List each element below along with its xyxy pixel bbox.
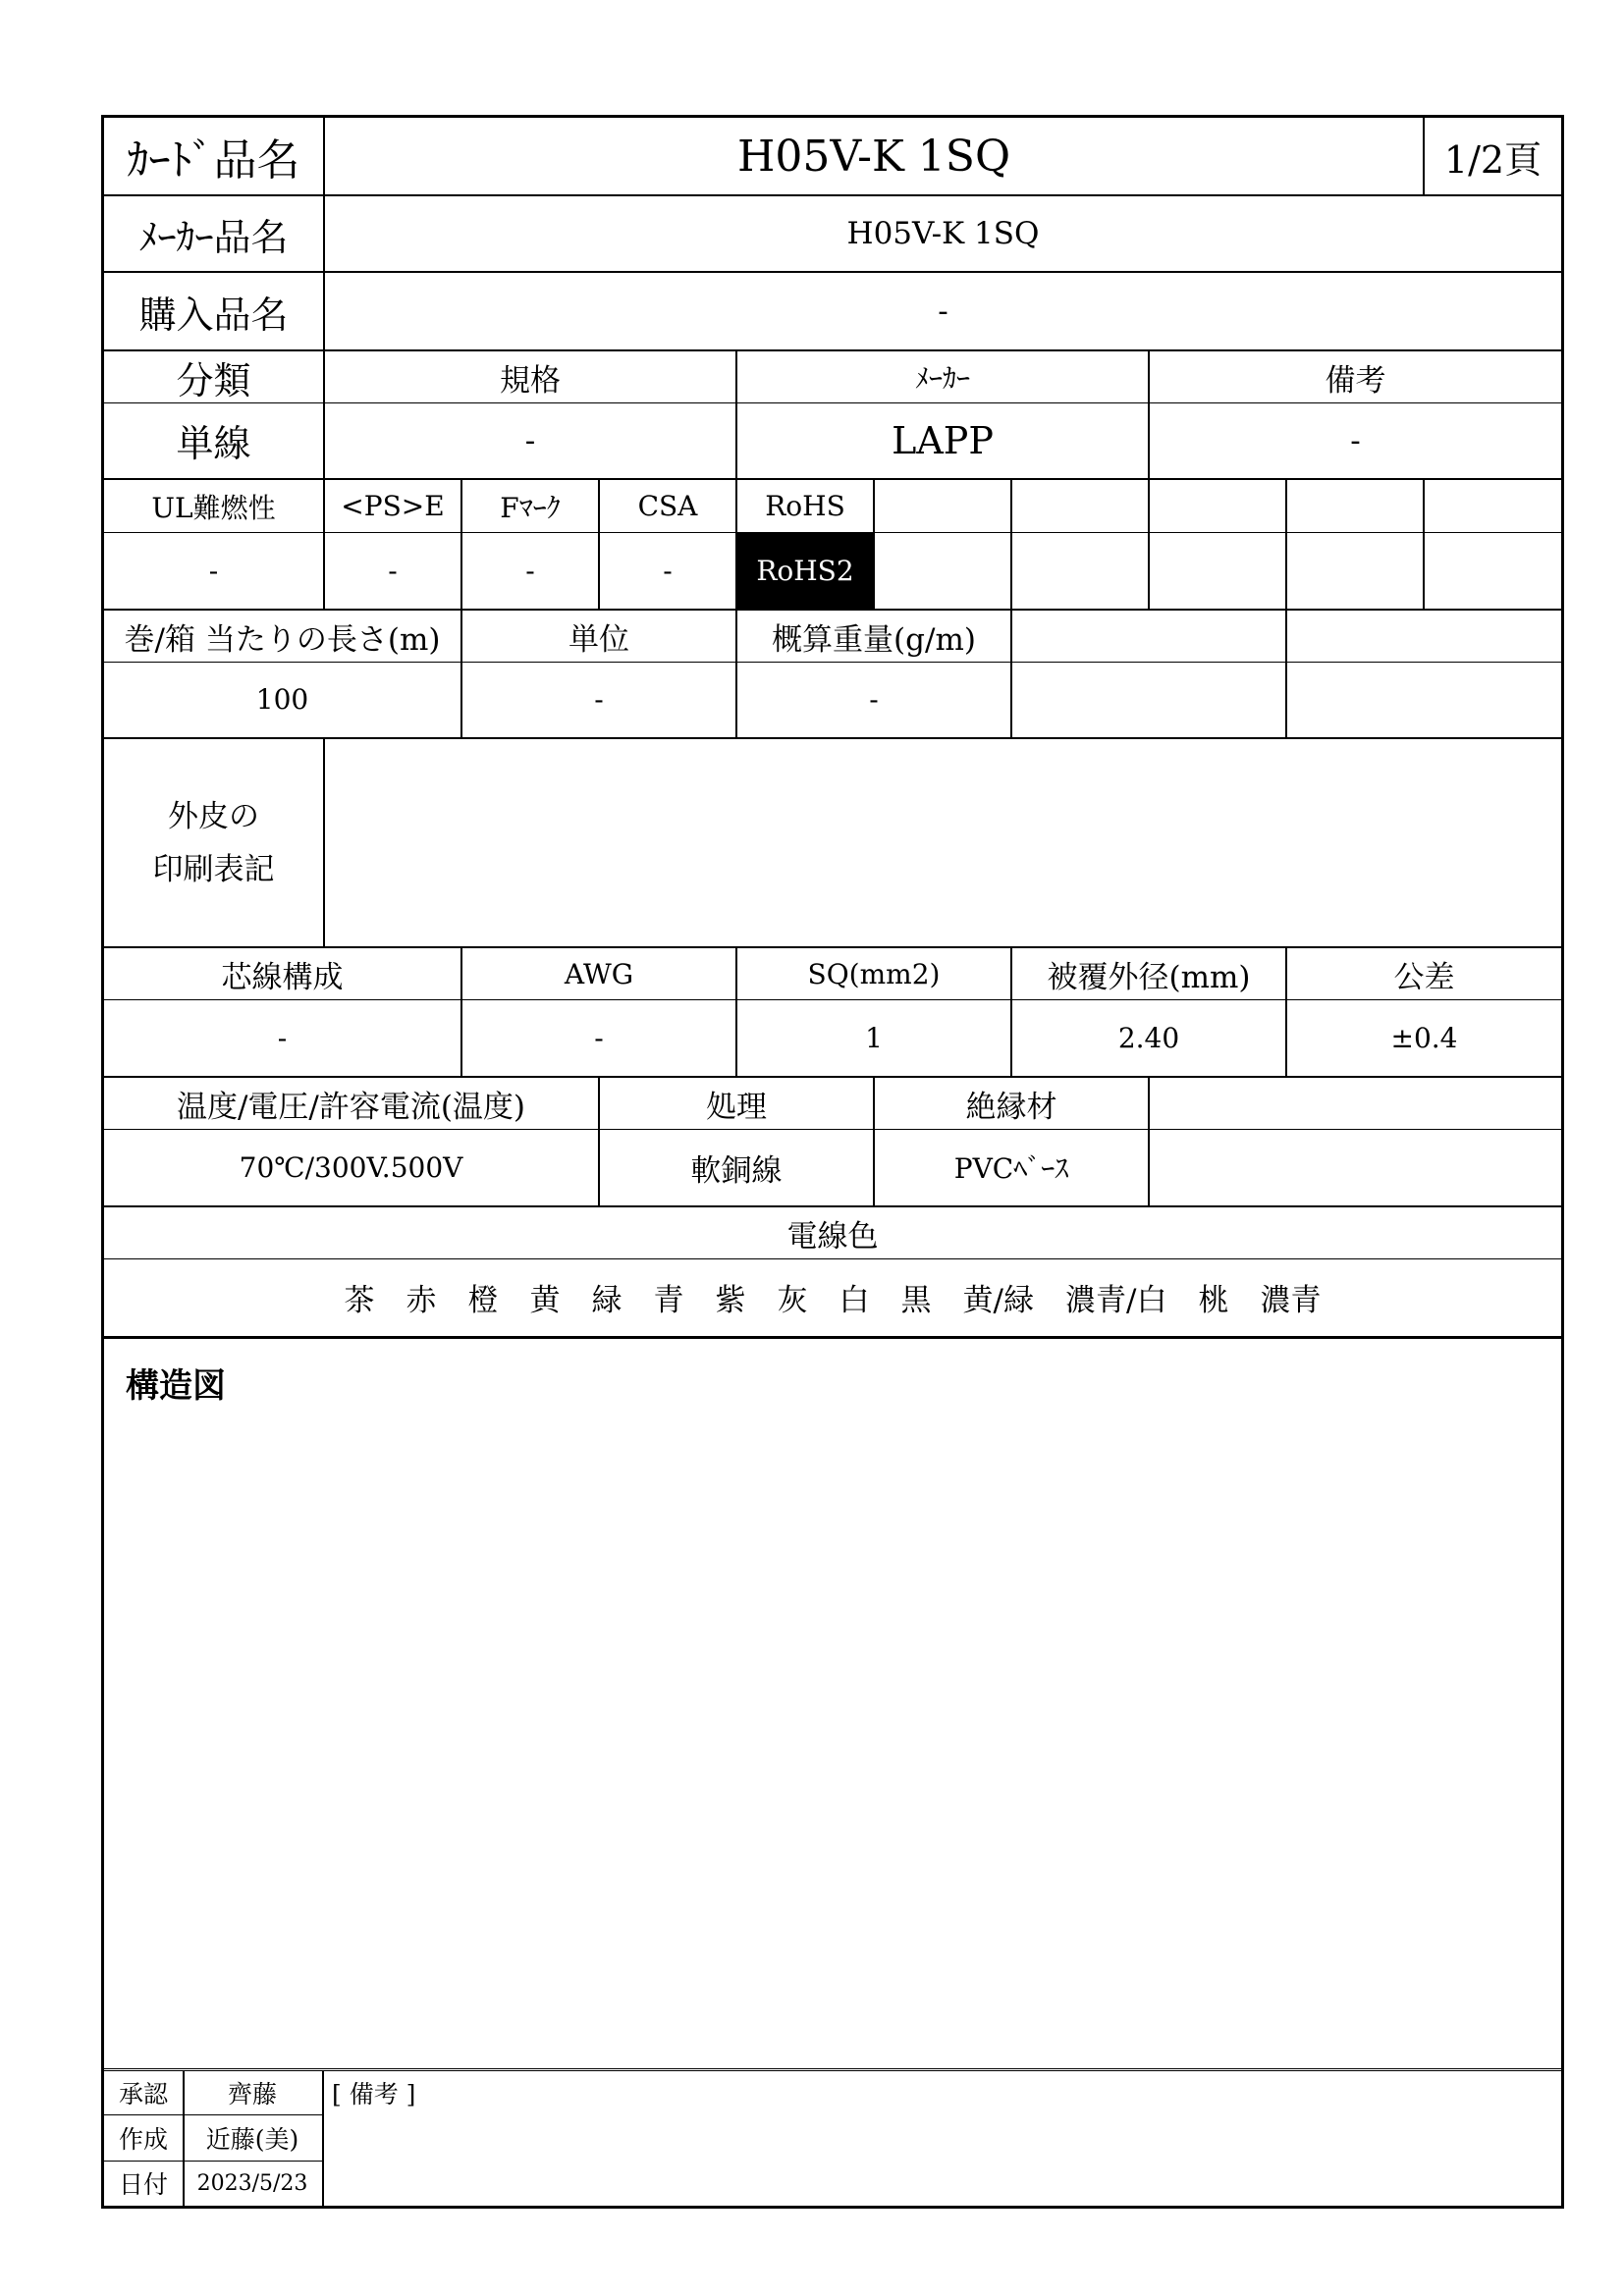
cert-header-blank-3 bbox=[1150, 480, 1287, 532]
spec-card bbox=[101, 115, 1564, 2209]
insulation-value: PVCﾍﾞｰｽ bbox=[875, 1129, 1150, 1205]
cert-value-blank-5 bbox=[1425, 532, 1561, 609]
length-block bbox=[104, 611, 1561, 739]
wire-color-item: 黄/緑 bbox=[962, 1283, 1034, 1318]
maker-name-row bbox=[104, 196, 1561, 273]
card-name-row bbox=[104, 118, 1561, 196]
rating-value-blank bbox=[1150, 1129, 1561, 1205]
rating-header: 温度/電圧/許容電流(温度) bbox=[104, 1078, 600, 1129]
cert-header-blank-5 bbox=[1425, 480, 1561, 532]
tolerance-header: 公差 bbox=[1393, 959, 1455, 995]
footer-remarks-label: [ 備考 ] bbox=[332, 2080, 416, 2109]
sq-header: SQ(mm2) bbox=[737, 948, 1012, 999]
length-value-blank-2 bbox=[1287, 662, 1561, 737]
wire-color-item: 灰 bbox=[777, 1283, 808, 1318]
print-marking-label-line1: 外皮の bbox=[168, 798, 259, 834]
awg-value: - bbox=[462, 999, 737, 1076]
approver-name: 齊藤 bbox=[227, 2080, 277, 2109]
maker-header: ﾒｰｶｰ bbox=[737, 351, 1150, 402]
wire-color-item: 橙 bbox=[467, 1283, 499, 1318]
core-structure-header: 芯線構成 bbox=[104, 948, 462, 999]
conductor-block bbox=[104, 948, 1561, 1078]
cert-header-blank-2 bbox=[1012, 480, 1150, 532]
outer-diameter-value: 2.40 bbox=[1012, 999, 1287, 1076]
cert-header-blank-1 bbox=[875, 480, 1012, 532]
cert-value-pse: - bbox=[325, 532, 462, 609]
cert-header-blank-4 bbox=[1287, 480, 1425, 532]
rating-block bbox=[104, 1078, 1561, 1207]
cert-header-rohs: RoHS bbox=[737, 480, 875, 532]
classification-value: 単線 bbox=[104, 402, 325, 478]
outer-diameter-header: 被覆外径(mm) bbox=[1012, 948, 1287, 999]
create-label: 作成 bbox=[118, 2124, 168, 2154]
classification-header: 分類 bbox=[104, 351, 325, 402]
wire-color-block bbox=[104, 1207, 1561, 1339]
unit-header: 単位 bbox=[462, 611, 737, 662]
wire-color-item: 黒 bbox=[900, 1283, 932, 1318]
treatment-header: 処理 bbox=[600, 1078, 875, 1129]
treatment-value: 軟銅線 bbox=[600, 1129, 875, 1205]
wire-color-item: 茶 bbox=[344, 1283, 375, 1318]
date-label: 日付 bbox=[118, 2170, 168, 2199]
wire-color-item: 青 bbox=[653, 1283, 684, 1318]
remarks-value: - bbox=[1350, 422, 1361, 458]
weight-value: - bbox=[737, 662, 1012, 737]
maker-name-label: ﾒｰｶｰ品名 bbox=[104, 196, 325, 271]
cert-header-ul: UL難燃性 bbox=[104, 480, 325, 532]
card-name-label: ｶｰﾄﾞ品名 bbox=[104, 118, 325, 194]
print-marking-label bbox=[104, 739, 325, 946]
purchase-name-label: 購入品名 bbox=[104, 273, 325, 349]
purchase-name-row bbox=[104, 273, 1561, 351]
length-header-blank-1 bbox=[1012, 611, 1287, 662]
cert-value-blank-1 bbox=[875, 532, 1012, 609]
remarks-header: 備考 bbox=[1325, 362, 1386, 399]
wire-color-item: 白 bbox=[839, 1283, 870, 1318]
weight-header: 概算重量(g/m) bbox=[737, 611, 1012, 662]
cert-value-blank-2 bbox=[1012, 532, 1150, 609]
sq-value: 1 bbox=[737, 999, 1012, 1076]
standard-header: 規格 bbox=[325, 351, 737, 402]
approve-label: 承認 bbox=[118, 2080, 168, 2109]
cert-header-csa: CSA bbox=[600, 480, 737, 532]
length-header: 巻/箱 当たりの長さ(m) bbox=[104, 611, 462, 662]
rating-value: 70℃/300V.500V bbox=[104, 1129, 600, 1205]
date-value: 2023/5/23 bbox=[196, 2170, 308, 2196]
length-value-blank-1 bbox=[1012, 662, 1287, 737]
print-marking-row bbox=[104, 739, 1561, 948]
wire-color-item: 緑 bbox=[591, 1283, 623, 1318]
tolerance-value: ±0.4 bbox=[1390, 1021, 1458, 1054]
approval-footer bbox=[104, 2068, 1561, 2206]
print-marking-value bbox=[325, 739, 1561, 946]
wire-color-item: 赤 bbox=[406, 1283, 437, 1318]
wire-color-item: 濃青 bbox=[1260, 1283, 1322, 1318]
wire-color-item: 桃 bbox=[1198, 1283, 1229, 1318]
wire-color-list bbox=[104, 1258, 1561, 1336]
cert-value-csa: - bbox=[600, 532, 737, 609]
core-structure-value: - bbox=[104, 999, 462, 1076]
card-name-value: H05V-K 1SQ bbox=[325, 118, 1425, 194]
maker-name-value: H05V-K 1SQ bbox=[846, 216, 1040, 251]
cert-header-pse: <PS>E bbox=[325, 480, 462, 532]
structure-title: 構造図 bbox=[126, 1366, 226, 1406]
awg-header: AWG bbox=[462, 948, 737, 999]
cert-header-fmark: Fﾏｰｸ bbox=[462, 480, 600, 532]
creator-name: 近藤(美) bbox=[205, 2124, 299, 2154]
wire-color-header: 電線色 bbox=[786, 1218, 879, 1255]
cert-value-fmark: - bbox=[462, 532, 600, 609]
length-value: 100 bbox=[104, 662, 462, 737]
wire-color-items bbox=[329, 1275, 1337, 1319]
wire-color-item: 紫 bbox=[715, 1283, 746, 1318]
maker-value: LAPP bbox=[737, 402, 1150, 478]
wire-color-item: 濃青/白 bbox=[1065, 1283, 1167, 1318]
cert-value-rohs-badge: RoHS2 bbox=[737, 532, 875, 609]
purchase-name-value: - bbox=[938, 294, 948, 329]
insulation-header: 絶縁材 bbox=[875, 1078, 1150, 1129]
certification-block bbox=[104, 480, 1561, 611]
cert-value-blank-3 bbox=[1150, 532, 1287, 609]
standard-value: - bbox=[325, 402, 737, 478]
cert-value-blank-4 bbox=[1287, 532, 1425, 609]
wire-color-item: 黄 bbox=[529, 1283, 561, 1318]
print-marking-label-line2: 印刷表記 bbox=[152, 851, 275, 887]
length-header-blank-2 bbox=[1287, 611, 1561, 662]
page-number: 1/2頁 bbox=[1443, 137, 1543, 182]
classification-block bbox=[104, 351, 1561, 480]
rating-header-blank bbox=[1150, 1078, 1561, 1129]
cert-value-ul: - bbox=[104, 532, 325, 609]
unit-value: - bbox=[462, 662, 737, 737]
